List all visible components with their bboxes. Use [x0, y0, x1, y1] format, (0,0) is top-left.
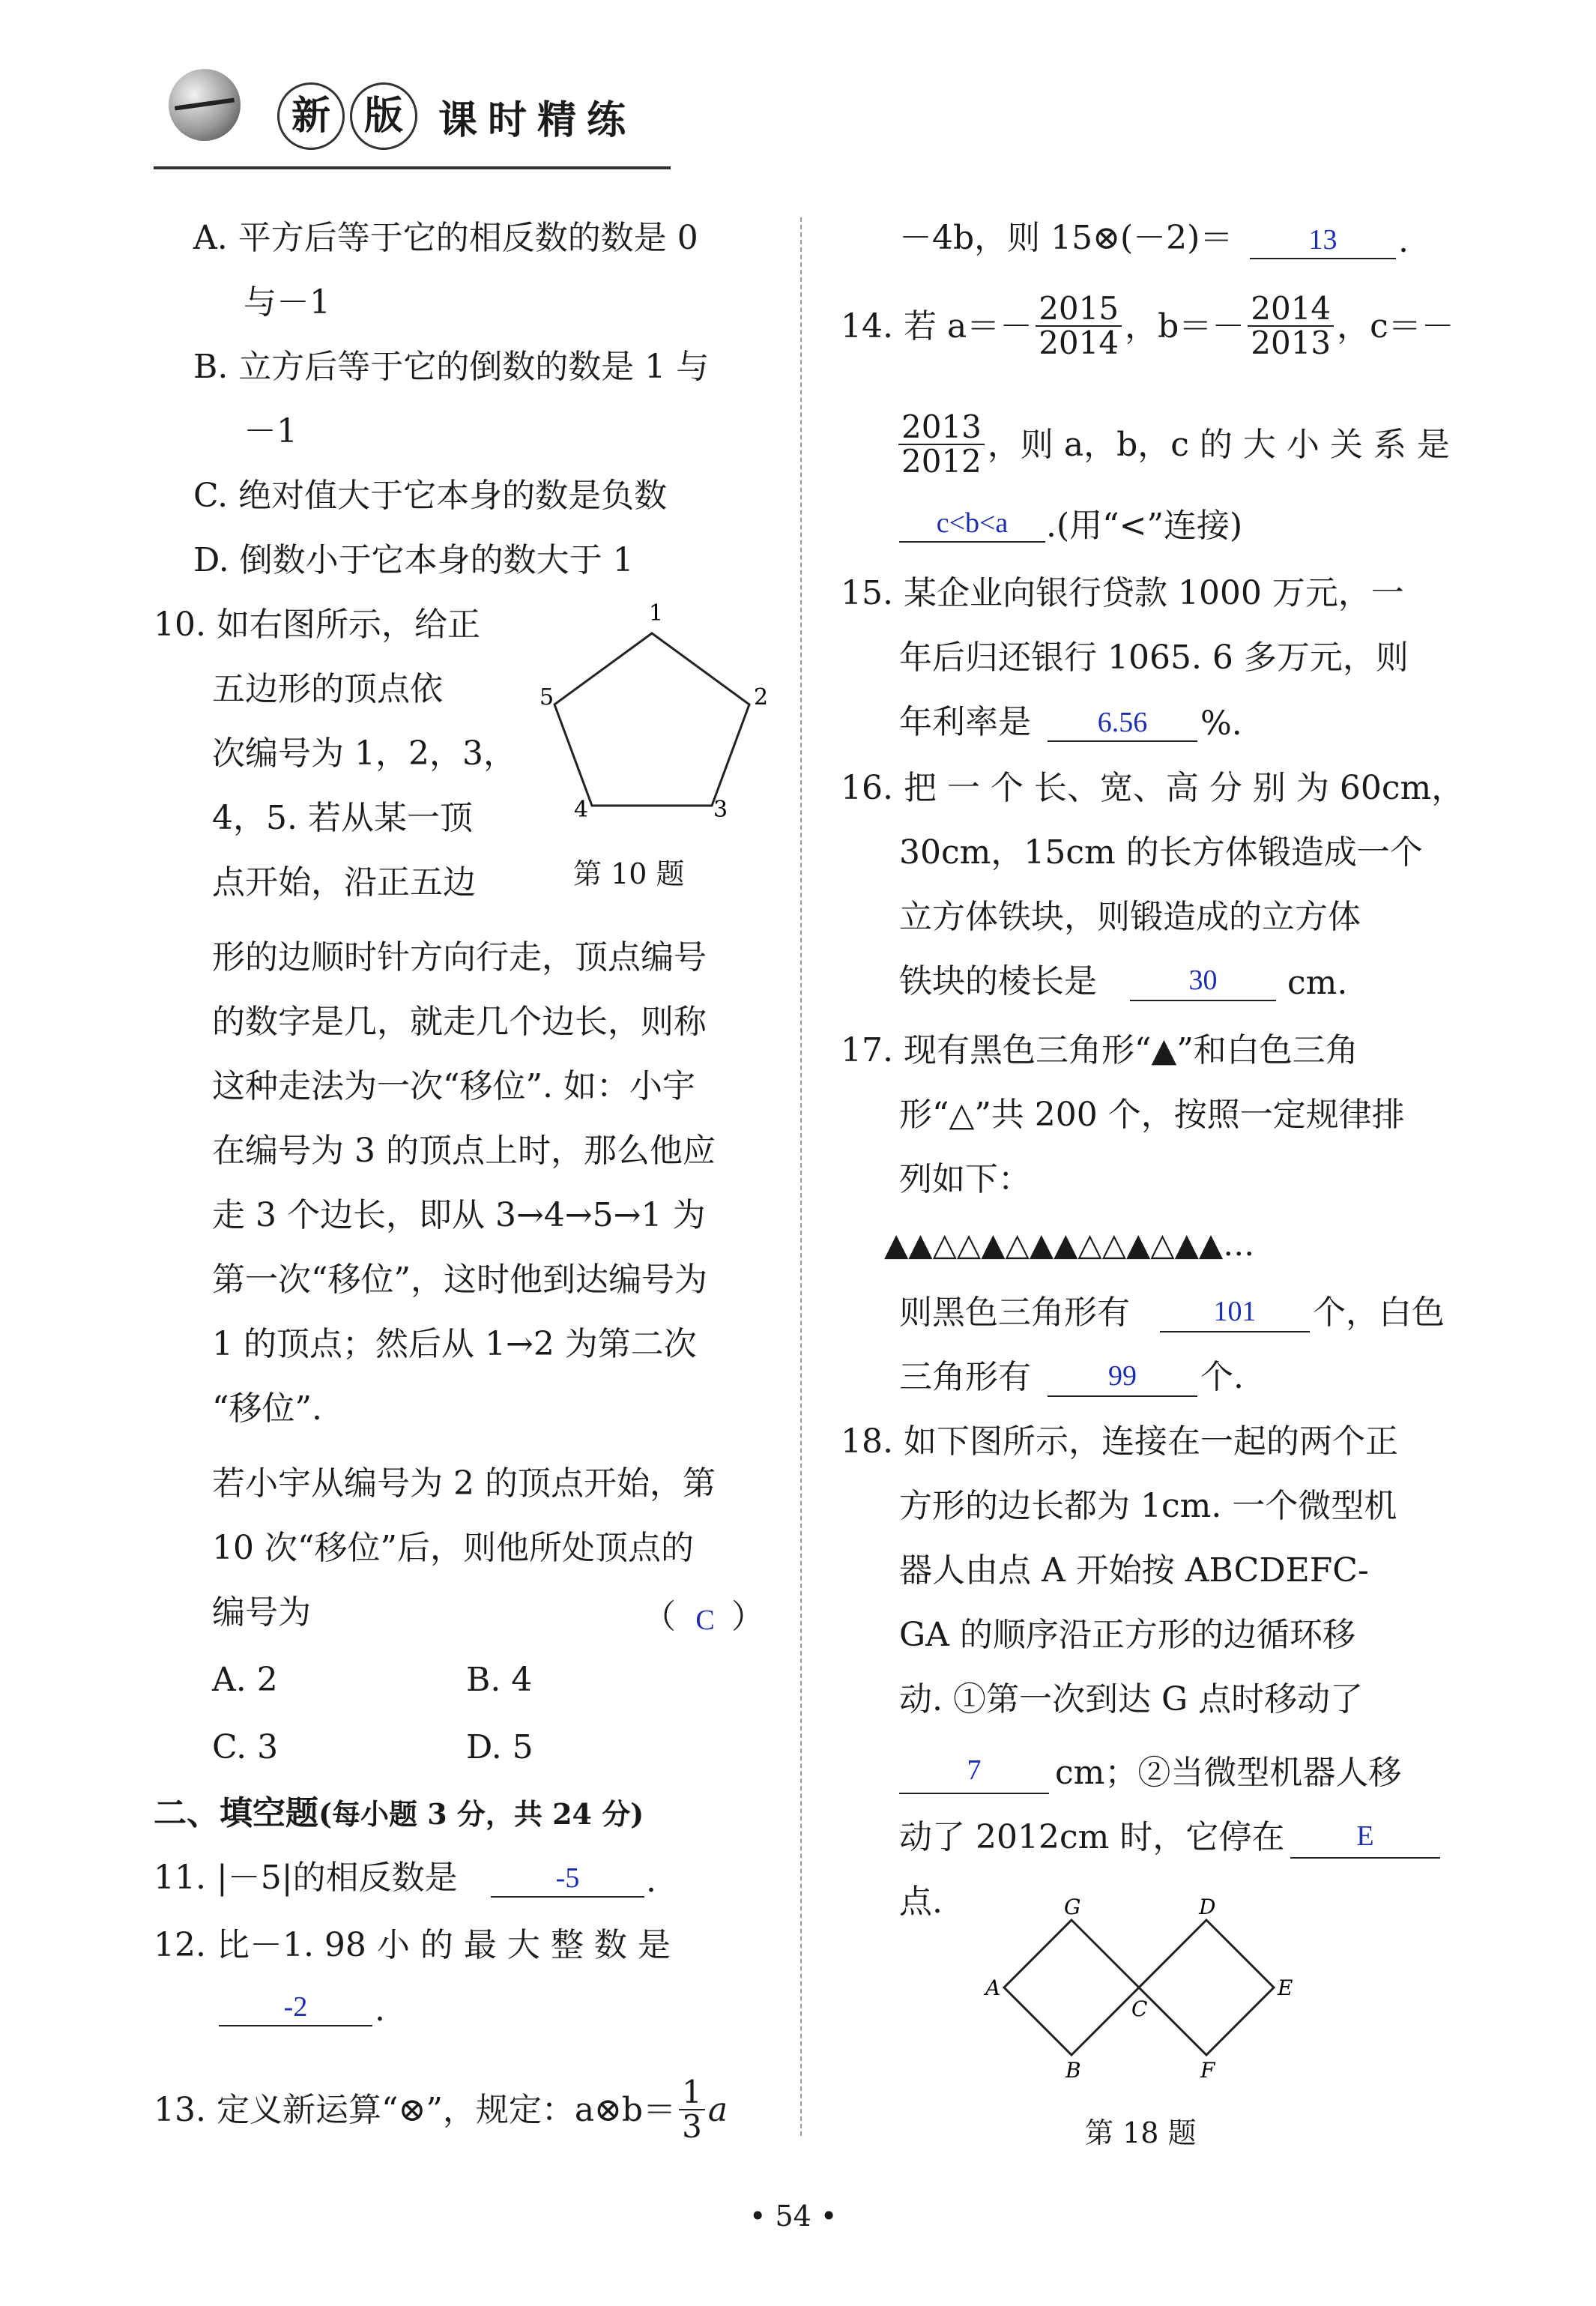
q16-line2: 30cm，15cm 的长方体锻造成一个 — [899, 833, 1423, 872]
q16-answer-blank — [1130, 1000, 1276, 1001]
point-label-b: B — [1065, 2058, 1081, 2083]
q14-line2 — [895, 408, 1450, 480]
pentagon-figure — [525, 592, 779, 839]
q12-answer-blank — [219, 2025, 372, 2026]
q13-answer-blank — [1250, 258, 1396, 259]
point-label-e: E — [1278, 1976, 1293, 2000]
q10-answer: C — [695, 1605, 715, 1636]
q17-triangle-pattern: ▲▲△△▲△▲▲△△▲△▲▲… — [884, 1226, 1255, 1263]
q18-answer-2: E — [1356, 1820, 1374, 1852]
q13-answer: 13 — [1308, 224, 1337, 256]
q17-answer1-blank — [1160, 1331, 1310, 1332]
q14-b-text: ，b＝－ — [1125, 307, 1245, 346]
q16-answer: 30 — [1188, 965, 1218, 996]
q14-frac-a — [1036, 292, 1122, 360]
q10-line-5: 点开始，沿正五边 — [212, 863, 476, 902]
q15-answer-blank — [1048, 740, 1197, 742]
q18-line4: GA 的顺序沿正方形的边循环移 — [899, 1616, 1355, 1654]
q14-line2-tail: ，则 a，b，c 的 大 小 关 系 是 — [987, 426, 1450, 465]
q18-line5: 动. ①第一次到达 G 点时移动了 — [899, 1680, 1364, 1718]
q13-fraction — [679, 2074, 705, 2146]
q9-option-c: C. 绝对值大于它本身的数是负数 — [193, 477, 668, 515]
q17-line1: 17. 现有黑色三角形“▲”和白色三角 — [841, 1031, 1358, 1069]
q10-line-15: 10 次“移位”后，则他所处顶点的 — [212, 1529, 694, 1567]
header-char-edition: 版 — [350, 82, 417, 150]
q14-a-den: 2014 — [1039, 325, 1119, 362]
q10-line-10: 走 3 个边长，即从 3→4→5→1 为 — [212, 1196, 706, 1234]
q10-option-c: C. 3 — [212, 1728, 279, 1766]
q10-option-a: A. 2 — [212, 1661, 278, 1699]
q11-answer: -5 — [555, 1862, 580, 1894]
q15-answer: 6.56 — [1097, 707, 1148, 738]
q17-line5: 则黑色三角形有 — [899, 1294, 1130, 1332]
q12-answer: -2 — [283, 1991, 308, 2023]
q14-prefix: 14. 若 a＝－ — [841, 307, 1033, 346]
q10-option-b: B. 4 — [466, 1661, 533, 1699]
q14-end: .(用“<”连接) — [1046, 507, 1243, 545]
globe-logo-icon — [169, 69, 241, 141]
q18-line2: 方形的边长都为 1cm. 一个微型机 — [899, 1487, 1397, 1525]
q10-line-12: 1 的顶点；然后从 1→2 为第二次 — [212, 1325, 697, 1363]
q16-end: cm. — [1287, 964, 1348, 1002]
header-rule — [154, 166, 671, 169]
q15-line2: 年后归还银行 1065. 6 多万元，则 — [899, 639, 1409, 677]
q17-answer-white: 99 — [1108, 1360, 1137, 1392]
q17-line6-end: 个. — [1200, 1358, 1244, 1396]
q10-option-d: D. 5 — [466, 1728, 533, 1766]
q15-end: %. — [1200, 704, 1242, 743]
q10-line-2: 五边形的顶点依 — [212, 670, 443, 708]
q14-answer-blank — [899, 541, 1045, 543]
page-number: • 54 • — [749, 2200, 838, 2233]
q15-line3: 年利率是 — [899, 703, 1031, 741]
q17-line5-end: 个，白色 — [1313, 1294, 1445, 1332]
column-divider — [800, 217, 802, 2136]
section-2-note: (每小题 3 分，共 24 分) — [318, 1797, 644, 1831]
vertex-label-4: 4 — [574, 797, 589, 823]
pentagon-shape — [554, 633, 749, 806]
two-squares-figure — [974, 1889, 1319, 2091]
q9-option-a-line1: A. 平方后等于它的相反数的数是 0 — [193, 219, 698, 257]
q14-answer: c<b<a — [936, 507, 1009, 539]
q11-end: . — [646, 1862, 656, 1900]
header-char-new: 新 — [277, 82, 345, 150]
point-label-f: F — [1200, 2058, 1215, 2083]
q9-option-b-line1: B. 立方后等于它的倒数的数是 1 与 — [193, 348, 710, 386]
q13-cont-text: －4b，则 15⊗(－2)＝ — [899, 219, 1233, 257]
vertex-label-3: 3 — [713, 797, 728, 823]
left-square — [1004, 1920, 1139, 2055]
q10-line-13: “移位”. — [212, 1389, 322, 1428]
q13-text: 13. 定义新运算“⊗”，规定：a⊗b＝ — [154, 2091, 677, 2130]
q14-b-num: 2014 — [1248, 292, 1334, 327]
q13-end: . — [1398, 222, 1409, 260]
q10-line-9: 在编号为 3 的顶点上时，那么他应 — [212, 1132, 716, 1170]
q9-option-a-line2: 与－1 — [244, 283, 330, 322]
q18-line8: 点. — [899, 1883, 943, 1921]
q18-figure-caption: 第 18 题 — [1085, 2116, 1197, 2149]
right-square — [1139, 1920, 1274, 2055]
q14-b-den: 2013 — [1251, 325, 1331, 362]
q10-line-1: 10. 如右图所示，给正 — [154, 606, 480, 644]
q17-line3: 列如下： — [899, 1160, 1031, 1198]
q11-answer-blank — [491, 1896, 644, 1898]
q18-line7: 动了 2012cm 时，它停在 — [899, 1818, 1285, 1856]
q10-line-6: 形的边顺时针方向行走，顶点编号 — [212, 938, 707, 977]
q12-end: . — [375, 1990, 385, 2029]
book-header — [154, 37, 693, 165]
q10-line-7: 的数字是几，就走几个边长，则称 — [212, 1003, 707, 1041]
q18-line1: 18. 如下图所示，连接在一起的两个正 — [841, 1422, 1398, 1461]
q14-c-text: ，c＝－ — [1337, 307, 1454, 346]
q13-frac-den: 3 — [682, 2108, 702, 2146]
header-title: 课时精练 — [438, 97, 637, 143]
q17-answer2-blank — [1048, 1395, 1197, 1397]
section-2-heading — [154, 1794, 644, 1832]
q10-line-11: 第一次“移位”，这时他到达编号为 — [212, 1261, 707, 1299]
vertex-label-1: 1 — [649, 600, 664, 627]
q14-c-num: 2013 — [898, 411, 985, 445]
q10-line-14: 若小宇从编号为 2 的顶点开始，第 — [212, 1464, 716, 1503]
q14-c-den: 2012 — [901, 443, 982, 480]
q14-line1 — [841, 292, 1454, 360]
q11-text: 11. |－5|的相反数是 — [154, 1859, 458, 1897]
vertex-label-2: 2 — [754, 684, 769, 710]
q17-answer-black: 101 — [1213, 1296, 1257, 1327]
q10-line-4: 4，5. 若从某一顶 — [212, 799, 473, 837]
q16-line3: 立方体铁块，则锻造成的立方体 — [899, 898, 1361, 936]
q10-paren-open: （ — [643, 1598, 676, 1636]
q14-frac-c — [898, 408, 985, 480]
point-label-c: C — [1131, 1996, 1148, 2021]
section-2-title: 二、填空题 — [154, 1794, 318, 1832]
point-label-g: G — [1064, 1895, 1081, 1919]
q14-frac-b — [1248, 292, 1334, 360]
q17-line6: 三角形有 — [899, 1358, 1031, 1396]
q12-line1: 12. 比－1. 98 小 的 最 大 整 数 是 — [154, 1926, 671, 1964]
q10-paren-close: ） — [731, 1598, 764, 1636]
q9-option-b-line2: －1 — [244, 412, 297, 450]
q13-line1 — [154, 2074, 728, 2146]
q9-option-d: D. 倒数小于它本身的数大于 1 — [193, 541, 634, 579]
q18-line3: 器人由点 A 开始按 ABCDEFC- — [899, 1551, 1369, 1590]
q17-line2: 形“△”共 200 个，按照一定规律排 — [899, 1096, 1405, 1134]
q13-tail: a — [707, 2091, 728, 2130]
q10-line-8: 这种走法为一次“移位”. 如：小宇 — [212, 1067, 695, 1105]
q18-answer1-blank — [899, 1793, 1049, 1794]
q10-figure-caption: 第 10 题 — [573, 857, 685, 890]
q15-line1: 15. 某企业向银行贷款 1000 万元，一 — [841, 574, 1404, 612]
q10-line-3: 次编号为 1，2，3， — [212, 734, 516, 773]
q14-a-num: 2015 — [1036, 292, 1122, 327]
point-label-a: A — [985, 1976, 1001, 2000]
q10-line-16: 编号为 — [212, 1593, 311, 1632]
point-label-d: D — [1199, 1895, 1216, 1919]
q16-line4: 铁块的棱长是 — [899, 962, 1097, 1000]
vertex-label-5: 5 — [539, 684, 554, 710]
q13-frac-num: 1 — [679, 2076, 705, 2110]
q16-line1: 16. 把 一 个 长、宽、高 分 别 为 60cm， — [841, 769, 1465, 807]
q18-answer-1: 7 — [967, 1754, 982, 1786]
q18-line6-end: cm；②当微型机器人移 — [1055, 1754, 1402, 1792]
q18-answer2-blank — [1290, 1857, 1440, 1859]
